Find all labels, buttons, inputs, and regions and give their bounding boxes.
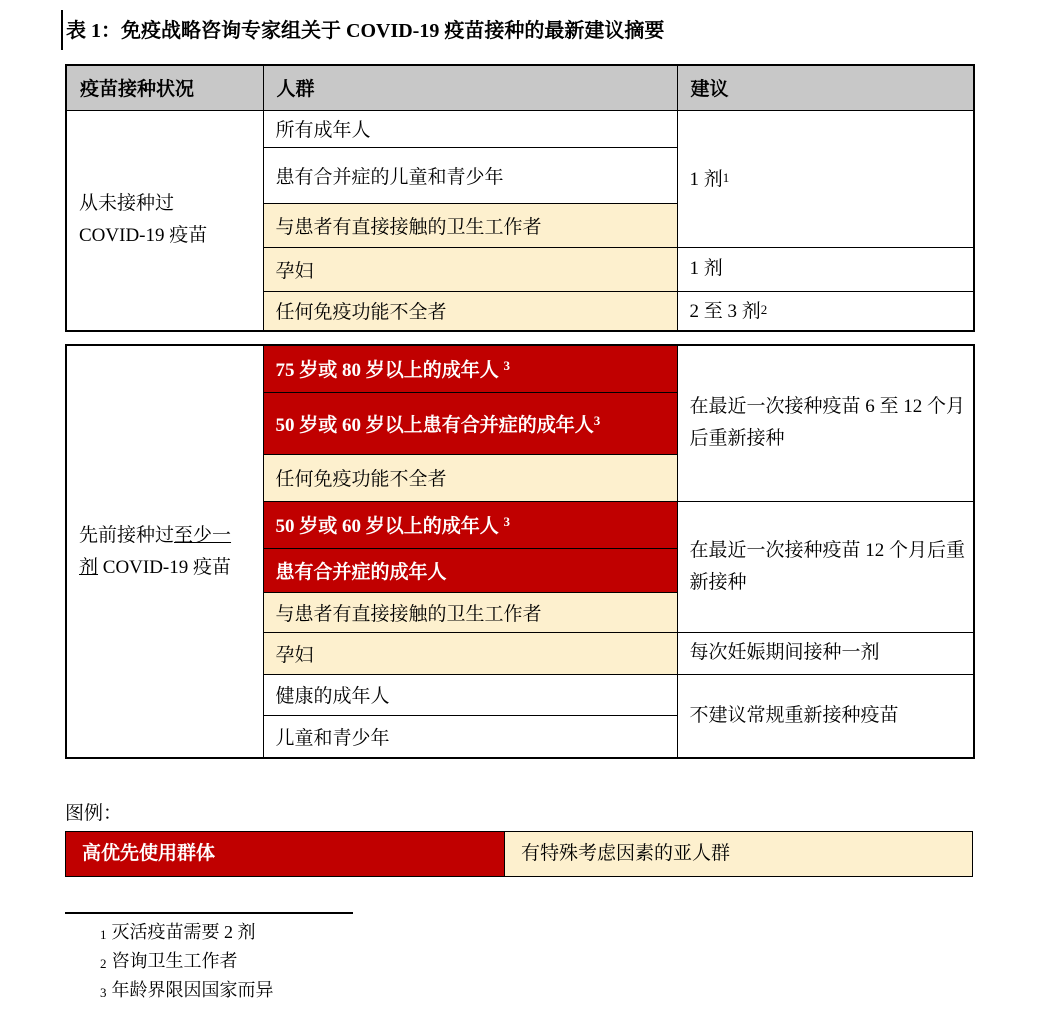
population-health-workers-2: 与患者有直接接触的卫生工作者 xyxy=(263,592,677,632)
population-all-adults: 所有成年人 xyxy=(263,110,677,147)
population-text: 50 岁或 60 岁以上患有合并症的成年人 xyxy=(275,414,594,436)
recommendation-text: 2 至 3 剂 xyxy=(689,300,761,322)
status-never-line2: COVID-19 疫苗 xyxy=(79,225,208,246)
population-75-80-adults xyxy=(263,345,677,392)
population-text: 50 岁或 60 岁以上的成年人 xyxy=(275,516,504,537)
recommendation-no-routine-revacc xyxy=(677,674,974,758)
population-immunocompromised-2: 任何免疫功能不全者 xyxy=(263,454,677,501)
recommendation-2-3-doses xyxy=(677,291,974,331)
population-pregnant-2: 孕妇 xyxy=(263,632,677,674)
recommendation-text: 不建议常规重新接种疫苗 xyxy=(689,704,899,726)
population-children-adolescents: 儿童和青少年 xyxy=(263,715,677,758)
status-prior-text2: COVID-19 疫苗 xyxy=(98,556,232,578)
status-never-line1: 从未接种过 xyxy=(79,193,175,214)
population-50-60-adults xyxy=(263,501,677,548)
header-row xyxy=(66,65,974,110)
legend-label: 图例： xyxy=(65,803,123,824)
recommendation-text: 在最近一次接种疫苗 6 至 12 个月后重新接种 xyxy=(689,396,966,450)
population-pregnant: 孕妇 xyxy=(263,247,677,291)
recommendation-text: 1 剂 xyxy=(689,168,723,190)
legend-high-priority: 高优先使用群体 xyxy=(65,831,505,877)
recommendation-text: 1 剂 xyxy=(689,258,723,279)
recommendation-text: 在最近一次接种疫苗 12 个月后重新接种 xyxy=(689,539,966,593)
footnote-marker: 2 xyxy=(100,956,107,971)
footnote-separator-rule xyxy=(65,912,353,914)
recommendation-one-dose xyxy=(677,110,974,247)
footnote-ref-1: 1 xyxy=(722,169,730,185)
status-prior-underlined: 至少一 xyxy=(174,524,232,546)
recommendation-text: 每次妊娠期间接种一剂 xyxy=(689,642,880,663)
recommendation-dose-each-pregnancy xyxy=(677,632,974,674)
recommendation-one-dose-pregnant xyxy=(677,247,974,291)
col-header-recommendation: 建议 xyxy=(677,65,974,110)
population-immunocompromised: 任何免疫功能不全者 xyxy=(263,291,677,331)
status-never-vaccinated xyxy=(66,110,263,331)
footnote-text: 灭活疫苗需要 2 剂 xyxy=(111,922,256,942)
footnote-marker: 1 xyxy=(100,927,107,942)
footnotes xyxy=(100,919,274,1006)
population-health-workers: 与患者有直接接触的卫生工作者 xyxy=(263,203,677,247)
footnote-ref-2: 2 xyxy=(760,301,768,317)
footnote-marker: 3 xyxy=(100,985,107,1000)
status-previously-vaccinated xyxy=(66,345,263,758)
population-children-comorbid: 患有合并症的儿童和青少年 xyxy=(263,147,677,203)
recommendation-revacc-12-months xyxy=(677,501,974,632)
legend-strip xyxy=(65,831,973,877)
footnote-1 xyxy=(100,919,274,948)
col-header-status: 疫苗接种状况 xyxy=(66,65,263,110)
recommendation-revacc-6-12-months xyxy=(677,345,974,501)
footnote-text: 年龄界限因国家而异 xyxy=(111,980,274,1000)
footnote-ref-3: 3 xyxy=(503,514,511,529)
footnote-ref-3: 3 xyxy=(503,358,511,374)
table-row xyxy=(66,110,974,147)
population-comorbid-adults: 患有合并症的成年人 xyxy=(263,548,677,592)
population-text: 75 岁或 80 岁以上的成年人 xyxy=(275,360,504,382)
status-prior-underlined2: 剂 xyxy=(79,556,99,578)
status-prior-text: 先前接种过 xyxy=(79,524,175,546)
footnote-2 xyxy=(100,948,274,977)
col-header-population: 人群 xyxy=(263,65,677,110)
population-50-60-comorbid-adults xyxy=(263,392,677,454)
table-row xyxy=(66,345,974,392)
table-title: 表 1：免疫战略咨询专家组关于 COVID-19 疫苗接种的最新建议摘要 xyxy=(66,20,665,42)
revision-change-bar xyxy=(61,10,63,50)
vaccination-table-upper xyxy=(65,64,975,332)
legend-special-considerations: 有特殊考虑因素的亚人群 xyxy=(505,831,973,877)
footnote-text: 咨询卫生工作者 xyxy=(111,951,238,971)
vaccination-table-lower xyxy=(65,344,975,759)
footnote-3 xyxy=(100,977,274,1006)
footnote-ref-3: 3 xyxy=(593,412,601,428)
population-healthy-adults: 健康的成年人 xyxy=(263,674,677,715)
